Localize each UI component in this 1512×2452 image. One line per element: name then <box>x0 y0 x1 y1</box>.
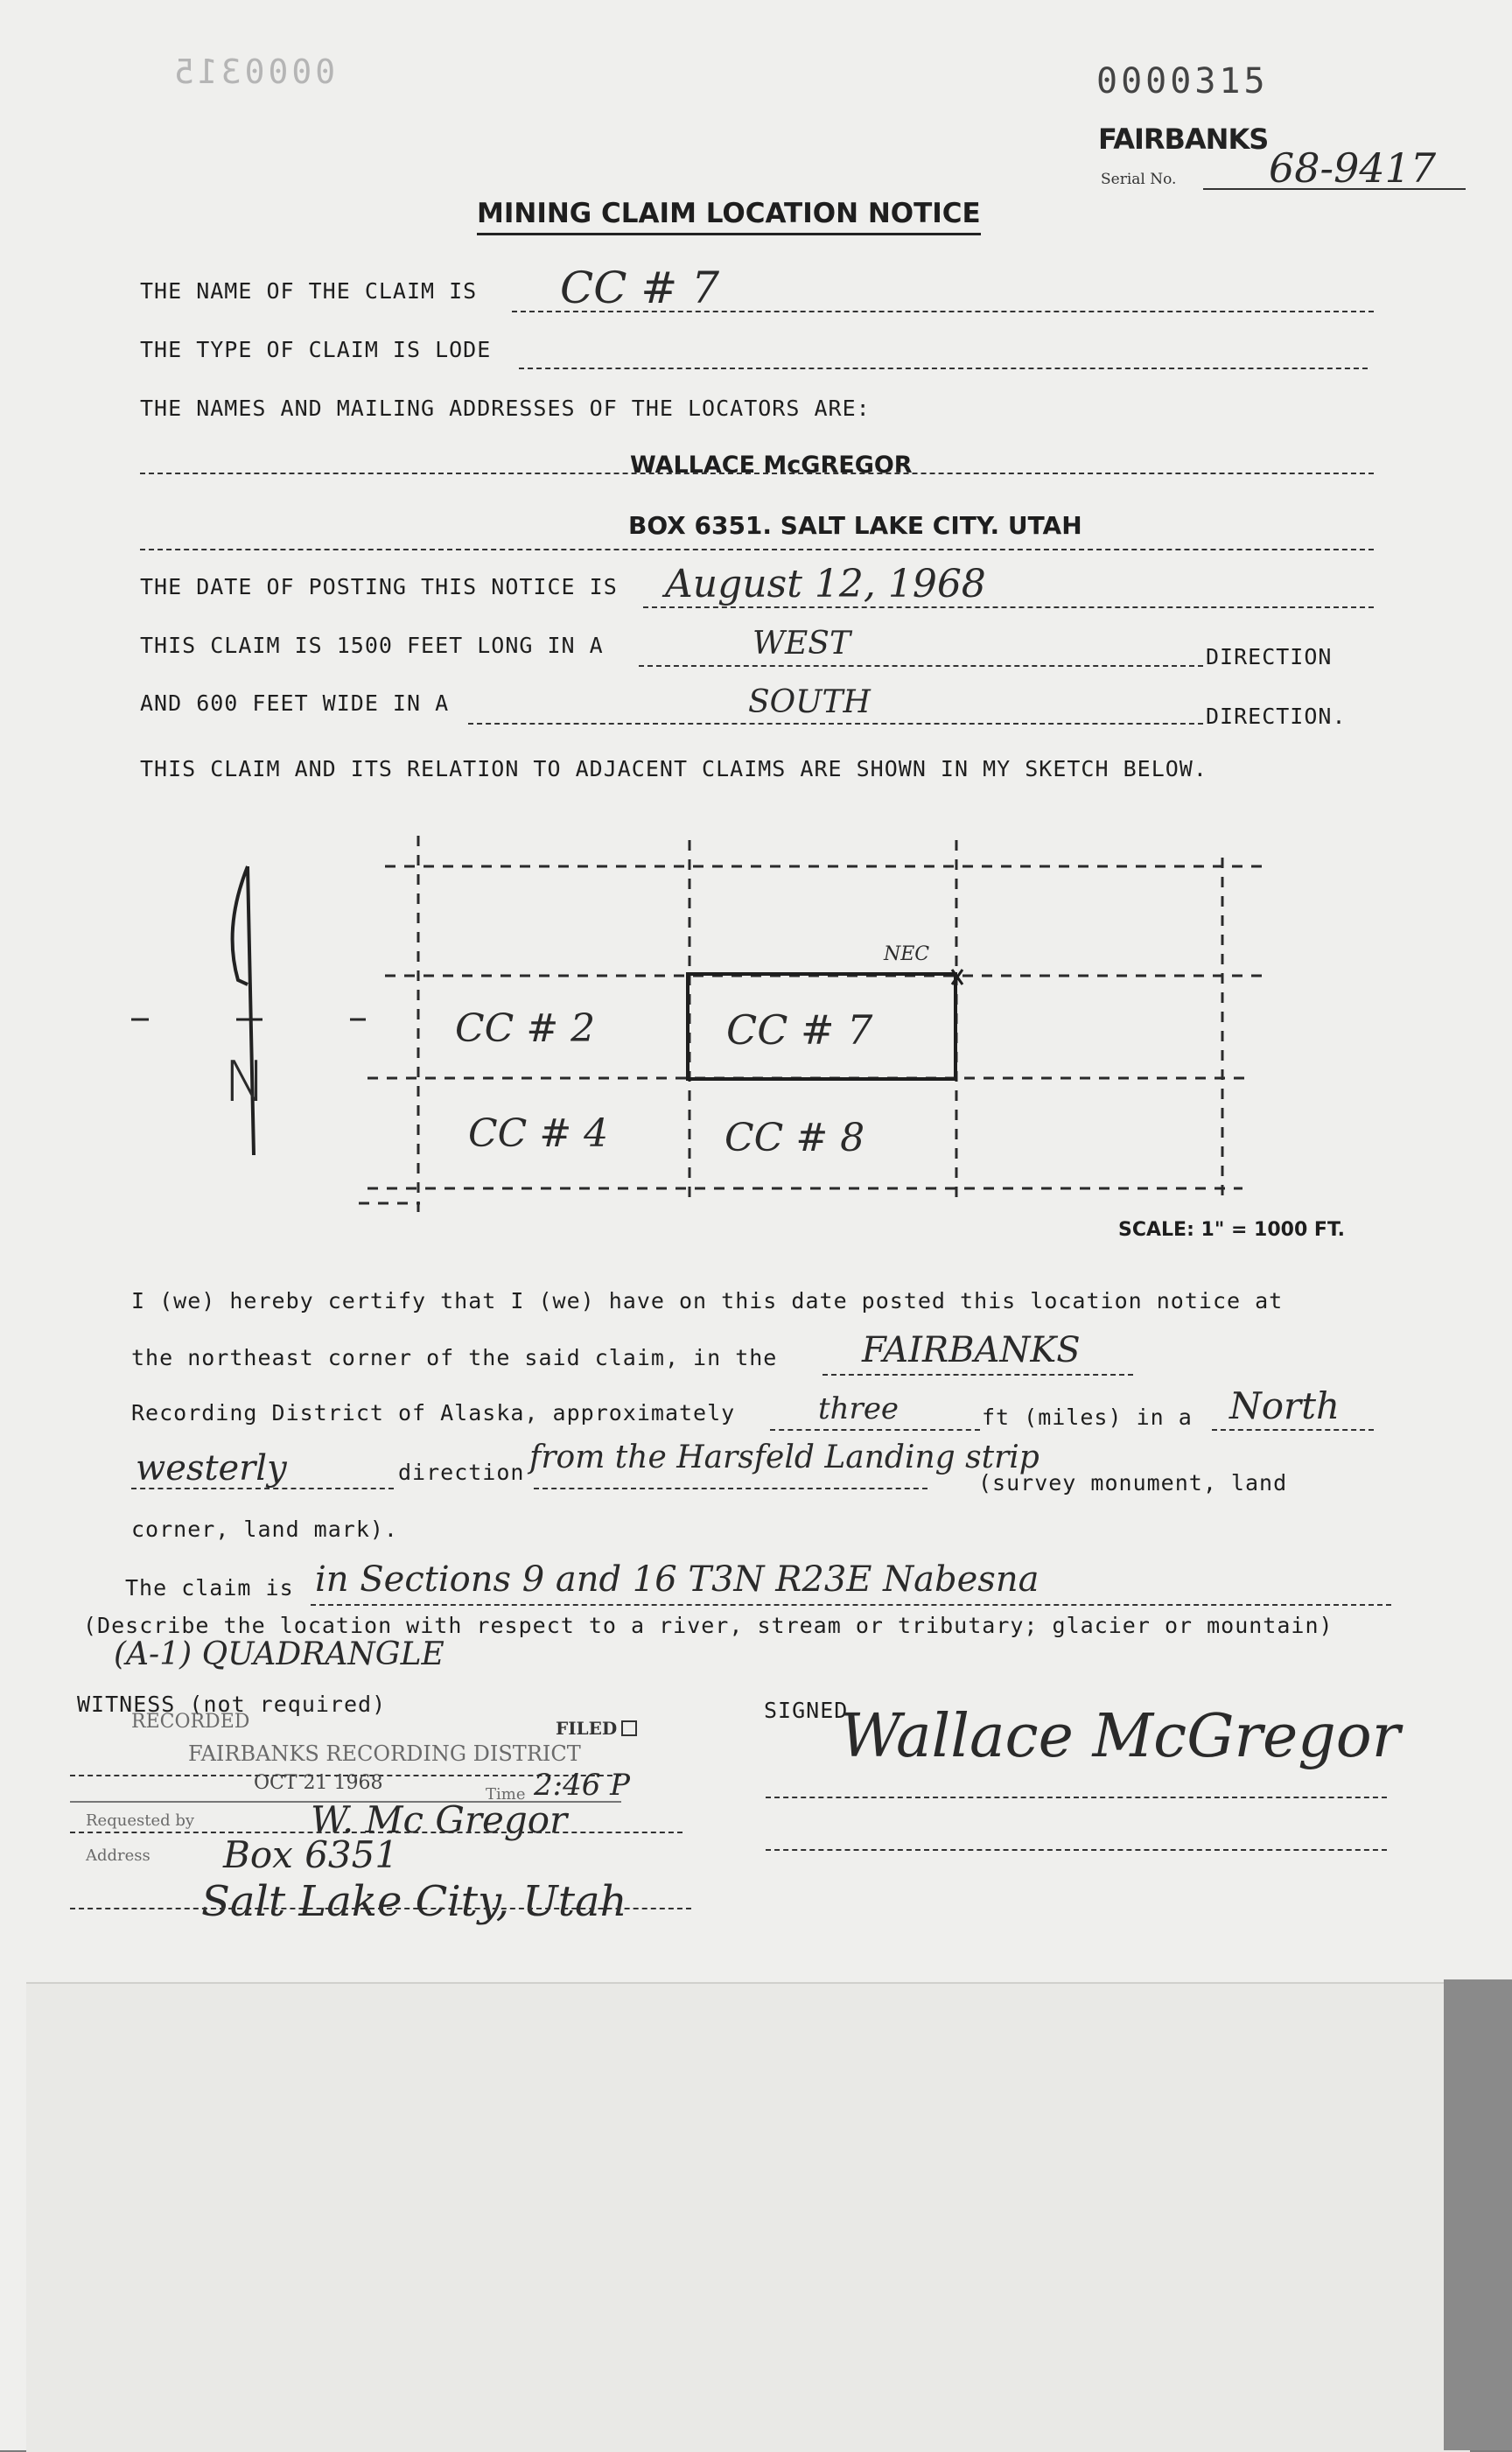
recording-district: FAIRBANKS RECORDING DISTRICT <box>188 1741 581 1766</box>
certify-line-4: direction <box>398 1460 525 1485</box>
record-date: OCT 21 1968 <box>254 1772 383 1794</box>
certify-line-1: I (we) hereby certify that I (we) have on this date posted this location notice at <box>131 1288 1284 1314</box>
page-title: MINING CLAIM LOCATION NOTICE <box>477 198 981 235</box>
claim-label: CC # 4 <box>468 1111 609 1156</box>
filed-label: FILED <box>556 1718 618 1739</box>
sketch-scale: SCALE: 1" = 1000 FT. <box>1118 1219 1345 1241</box>
district-value: FAIRBANKS <box>862 1330 1081 1370</box>
time-value: 2:46 P <box>534 1768 631 1803</box>
north-letter: N <box>224 1050 266 1115</box>
address-label: Address <box>86 1846 150 1865</box>
sketch-intro: THIS CLAIM AND ITS RELATION TO ADJACENT CLAIMS ARE SHOWN IN MY SKETCH BELOW. <box>140 756 1208 781</box>
claim-name-value: CC # 7 <box>560 263 720 313</box>
claim-is-label: The claim is <box>125 1575 294 1601</box>
direction-line-a <box>1212 1429 1374 1431</box>
posting-date-label: THE DATE OF POSTING THIS NOTICE IS <box>140 574 618 599</box>
locators-label: THE NAMES AND MAILING ADDRESSES OF THE LOCATORS ARE: <box>140 396 871 421</box>
district-line <box>822 1374 1133 1376</box>
signature-line-1 <box>766 1797 1387 1798</box>
direction-value-a: North <box>1229 1384 1340 1427</box>
address-value-2: Salt Lake City, Utah <box>201 1877 627 1926</box>
recorded-label: RECORDED <box>131 1711 250 1733</box>
serial-value: 68-9417 <box>1269 144 1437 192</box>
scan-edge <box>1444 1979 1512 2450</box>
address-value-1: Box 6351 <box>223 1833 399 1876</box>
district-stamp: FAIRBANKS <box>1098 123 1269 156</box>
requested-label: Requested by <box>86 1811 195 1830</box>
time-label: Time <box>486 1785 526 1804</box>
document-number-stamp: 0000315 <box>1096 61 1269 102</box>
from-value: from the Harsfeld Landing strip <box>529 1440 1040 1475</box>
length-label: THIS CLAIM IS 1500 FEET LONG IN A <box>140 633 604 658</box>
witness-label: WITNESS (not required) <box>77 1692 387 1717</box>
certify-line-3b: ft (miles) in a <box>982 1405 1193 1430</box>
certify-line-2: the northeast corner of the said claim, in the <box>131 1345 778 1370</box>
claim-label: CC # 2 <box>455 1006 596 1051</box>
locator-address: BOX 6351. SALT LAKE CITY. UTAH <box>628 511 1082 540</box>
width-label: AND 600 FEET WIDE IN A <box>140 690 450 716</box>
bleed-through-number: 0000315 <box>171 53 336 91</box>
corner-mark: NEC <box>884 943 930 965</box>
direction-word-end: DIRECTION. <box>1206 704 1347 729</box>
claim-label: CC # 8 <box>724 1116 865 1160</box>
filed-checkbox <box>621 1720 637 1736</box>
witness-line-4 <box>70 1908 691 1909</box>
from-line <box>534 1488 928 1489</box>
claim-name-label: THE NAME OF THE CLAIM IS <box>140 278 478 304</box>
certify-line-3: Recording District of Alaska, approximately <box>131 1400 736 1426</box>
claim-type-label: THE TYPE OF CLAIM IS LODE <box>140 337 492 362</box>
claim-label: CC # 7 <box>726 1006 873 1054</box>
requested-value: W. Mc Gregor <box>311 1798 568 1841</box>
distance-line <box>770 1429 980 1431</box>
length-direction: WEST <box>752 626 850 662</box>
width-direction: SOUTH <box>748 684 871 720</box>
posting-date-value: August 12, 1968 <box>665 562 986 606</box>
signature: Wallace McGregor <box>840 1702 1401 1771</box>
direction-value-b: westerly <box>136 1448 287 1489</box>
certify-line-5: corner, land mark). <box>131 1517 398 1542</box>
folded-bottom <box>26 1982 1470 2452</box>
direction-word: DIRECTION <box>1206 644 1333 669</box>
describe-line: (Describe the location with respect to a river, stream or tributary; glacier or mountain) <box>83 1613 1334 1638</box>
signed-label: SIGNED <box>764 1698 849 1723</box>
signature-line-2 <box>766 1849 1387 1851</box>
distance-value: three <box>818 1391 900 1426</box>
serial-label: Serial No. <box>1101 171 1177 188</box>
claim-is-line <box>311 1604 1391 1606</box>
quadrangle-value: (A-1) QUADRANGLE <box>114 1636 444 1672</box>
claim-is-value: in Sections 9 and 16 T3N R23E Nabesna <box>315 1559 1040 1600</box>
locator-name: WALLACE McGREGOR <box>630 452 913 479</box>
certify-line-4b: (survey monument, land <box>978 1470 1288 1496</box>
